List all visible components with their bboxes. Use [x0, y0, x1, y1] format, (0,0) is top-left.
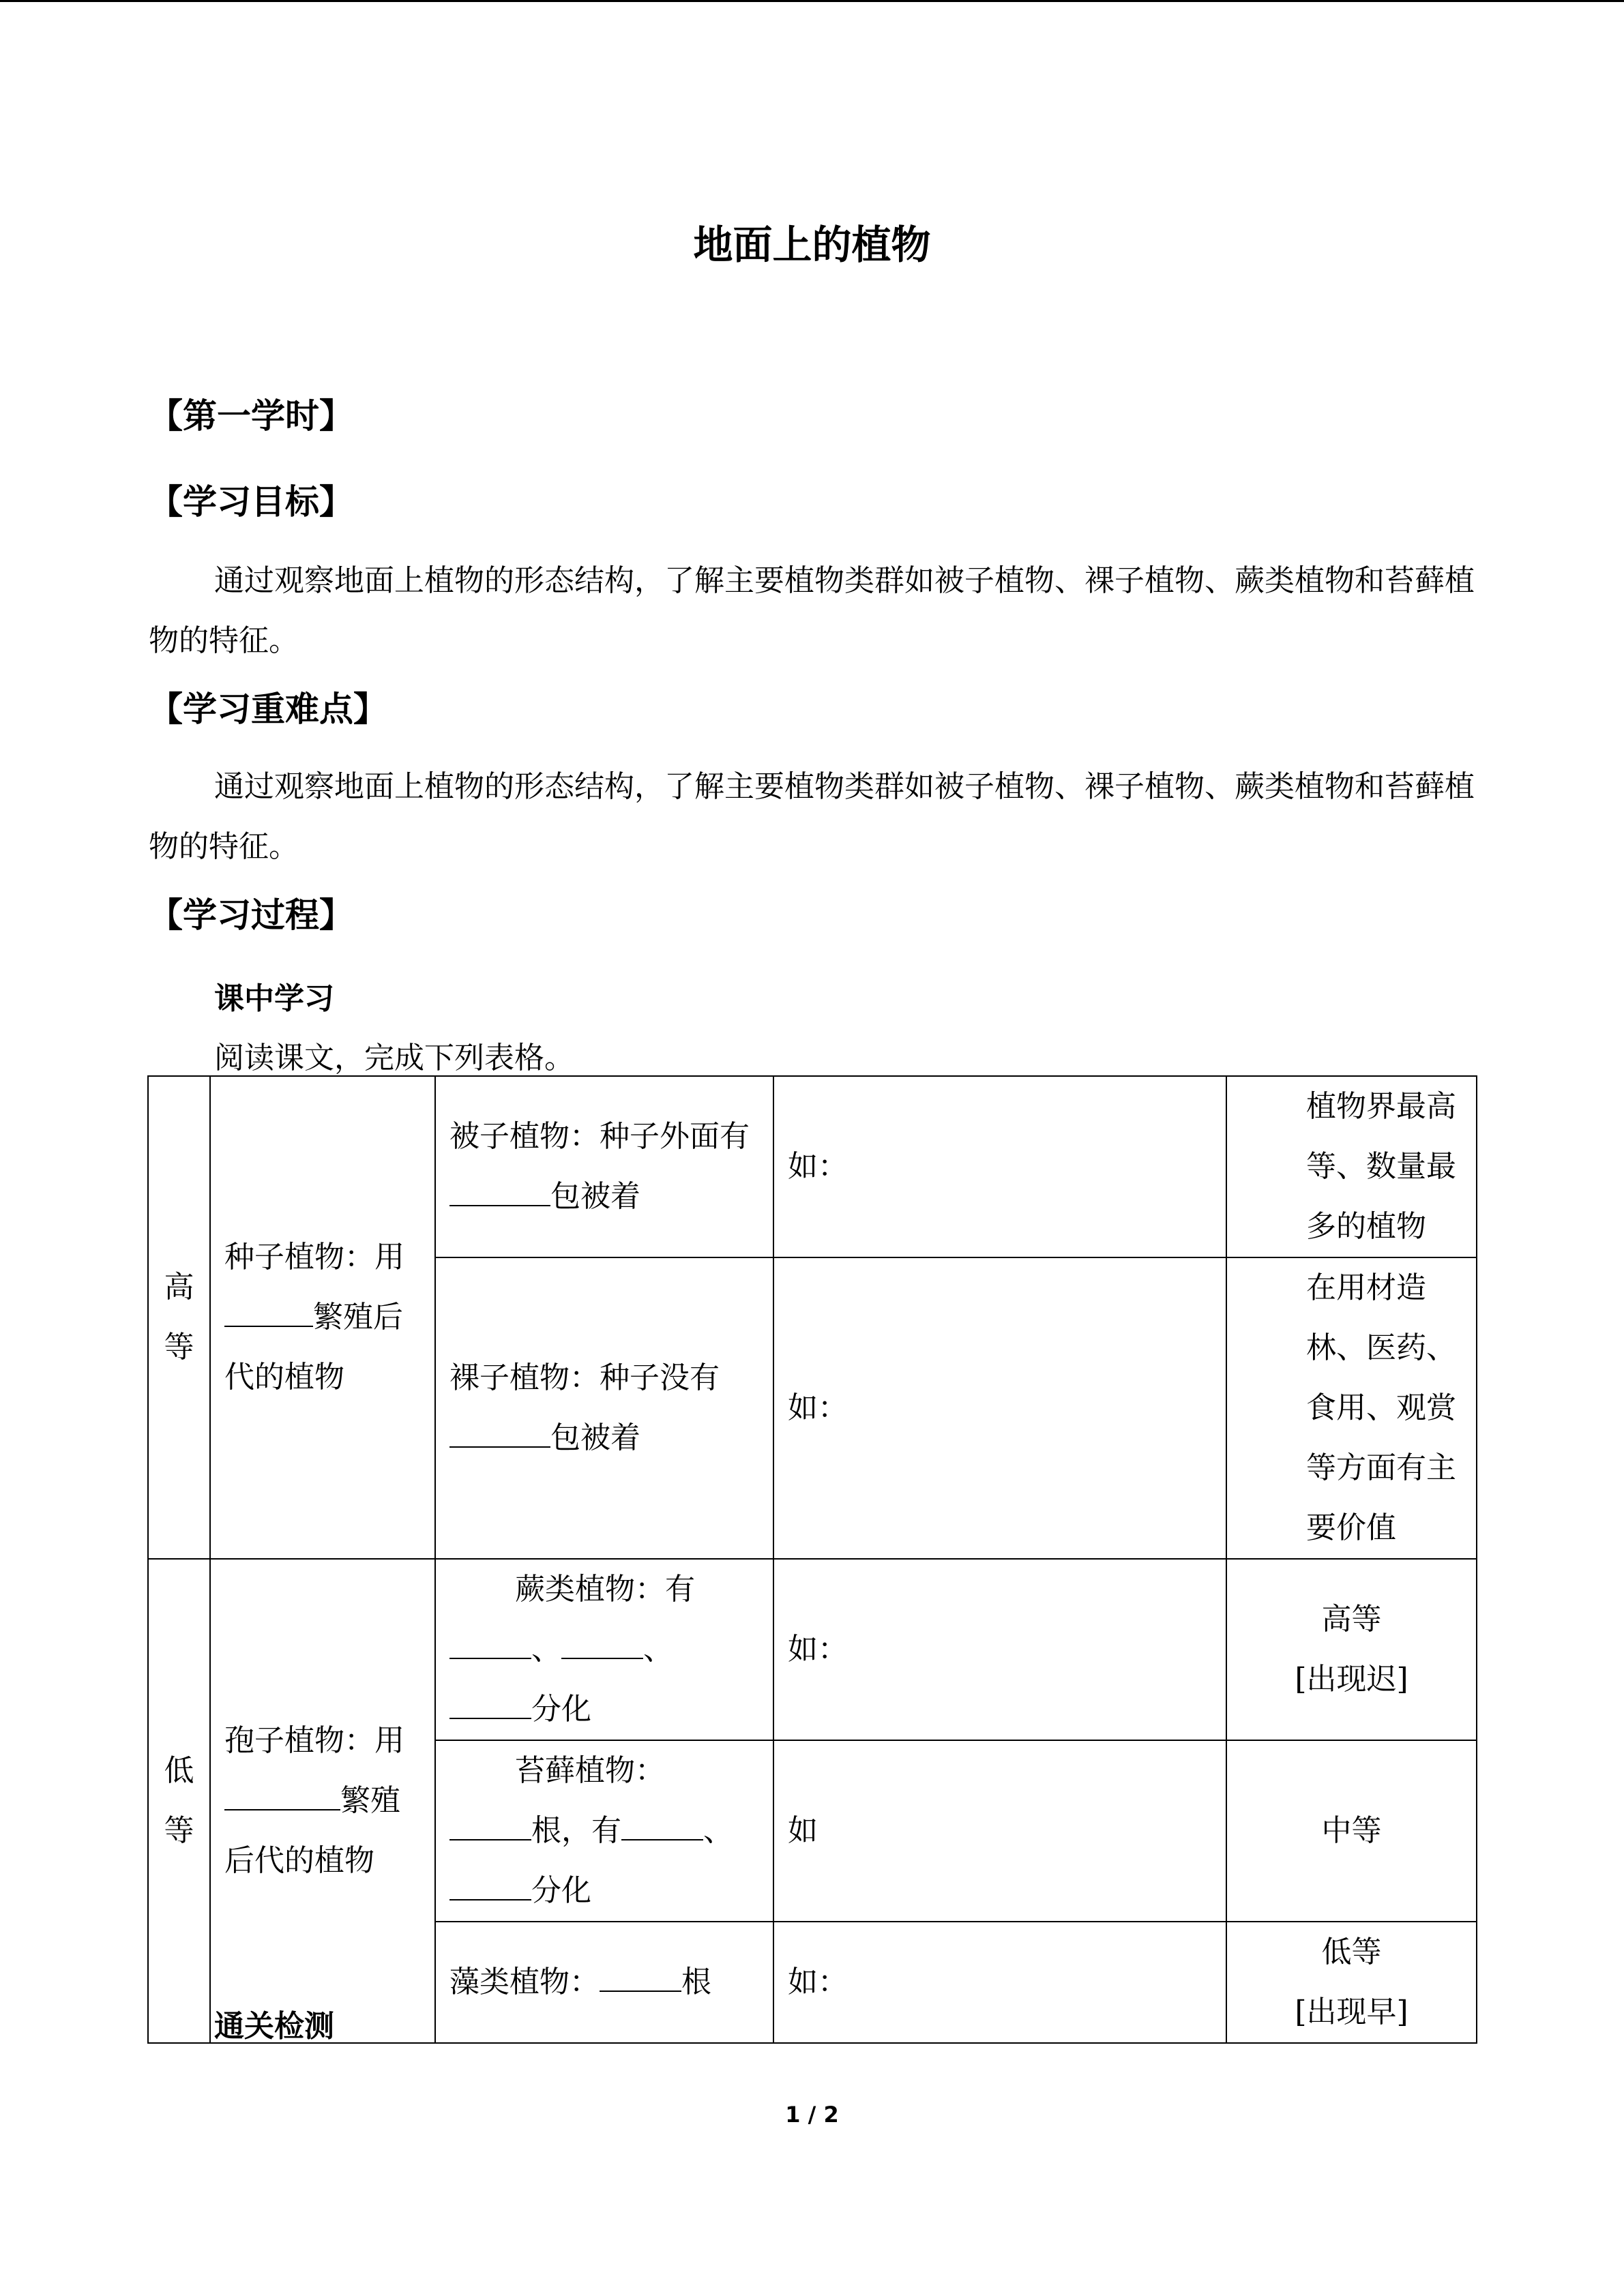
angiosperm-cell: 被子植物：种子外面有包被着: [435, 1076, 773, 1257]
heading-learning-process: 【学习过程】: [149, 895, 353, 935]
blank-line[interactable]: [600, 1955, 681, 1992]
top-border: [0, 0, 1624, 2]
blank-line[interactable]: [449, 1804, 531, 1840]
blank-line[interactable]: [449, 1169, 550, 1206]
blank-line[interactable]: [449, 1682, 531, 1719]
goal-paragraph: 通过观察地面上植物的形态结构，了解主要植物类群如被子植物、裸子植物、蕨类植物和苔藓植物的特征。: [149, 563, 1475, 658]
algae-cell: 藻类植物： 根: [435, 1922, 773, 2043]
fern-note-cell: 高等 [出现迟]: [1226, 1559, 1477, 1740]
spore-plant-cell: 孢子植物：用繁殖后代的植物: [210, 1559, 435, 2043]
gymnosperm-example-cell[interactable]: 如：: [773, 1257, 1226, 1559]
blank-line[interactable]: [449, 1622, 531, 1659]
fern-cell: 蕨类植物：有 、 、 分化: [435, 1559, 773, 1740]
fern-example-cell[interactable]: 如：: [773, 1559, 1226, 1740]
instruction-text: 阅读课文，完成下列表格。: [214, 1041, 574, 1075]
page-title: 地面上的植物: [693, 222, 931, 268]
moss-example-cell[interactable]: 如: [773, 1740, 1226, 1922]
moss-note-cell: 中等: [1226, 1740, 1477, 1922]
angiosperm-example-cell[interactable]: 如：: [773, 1076, 1226, 1257]
difficulty-paragraph: 通过观察地面上植物的形态结构，了解主要植物类群如被子植物、裸子植物、蕨类植物和苔藓植物的特征。: [149, 769, 1475, 864]
gymnosperm-cell: 裸子植物：种子没有包被着: [435, 1257, 773, 1559]
angiosperm-note-cell: 植物界最高等、数量最多的植物: [1226, 1076, 1477, 1257]
heading-key-points: 【学习重难点】: [149, 689, 387, 729]
moss-cell: 苔藓植物： 根，有 、 分化: [435, 1740, 773, 1922]
subheading-in-class: 课中学习: [214, 981, 334, 1016]
page-number: 1 / 2: [785, 2102, 839, 2128]
blank-line[interactable]: [561, 1622, 643, 1659]
table-row: [148, 1076, 1477, 1257]
blank-line[interactable]: [449, 1411, 550, 1448]
heading-learning-goals: 【学习目标】: [149, 482, 353, 522]
level-low-cell: 低 等: [148, 1559, 210, 2043]
seed-plant-cell: 种子植物：用繁殖后代的植物: [210, 1076, 435, 1559]
subheading-check: 通关检测: [214, 2009, 334, 2044]
blank-line[interactable]: [224, 1774, 340, 1810]
table-row: [148, 1559, 1477, 1740]
heading-first-lesson: 【第一学时】: [149, 396, 353, 436]
blank-line[interactable]: [449, 1864, 531, 1900]
algae-example-cell[interactable]: 如：: [773, 1922, 1226, 2043]
level-high-cell: 高 等: [148, 1076, 210, 1559]
blank-line[interactable]: [621, 1804, 703, 1840]
plant-classification-table: [147, 1075, 1477, 2044]
blank-line[interactable]: [224, 1290, 313, 1327]
algae-note-cell: 低等 [出现早]: [1226, 1922, 1477, 2043]
gymnosperm-note-cell: 在用材造林、医药、食用、观赏等方面有主要价值: [1226, 1257, 1477, 1559]
